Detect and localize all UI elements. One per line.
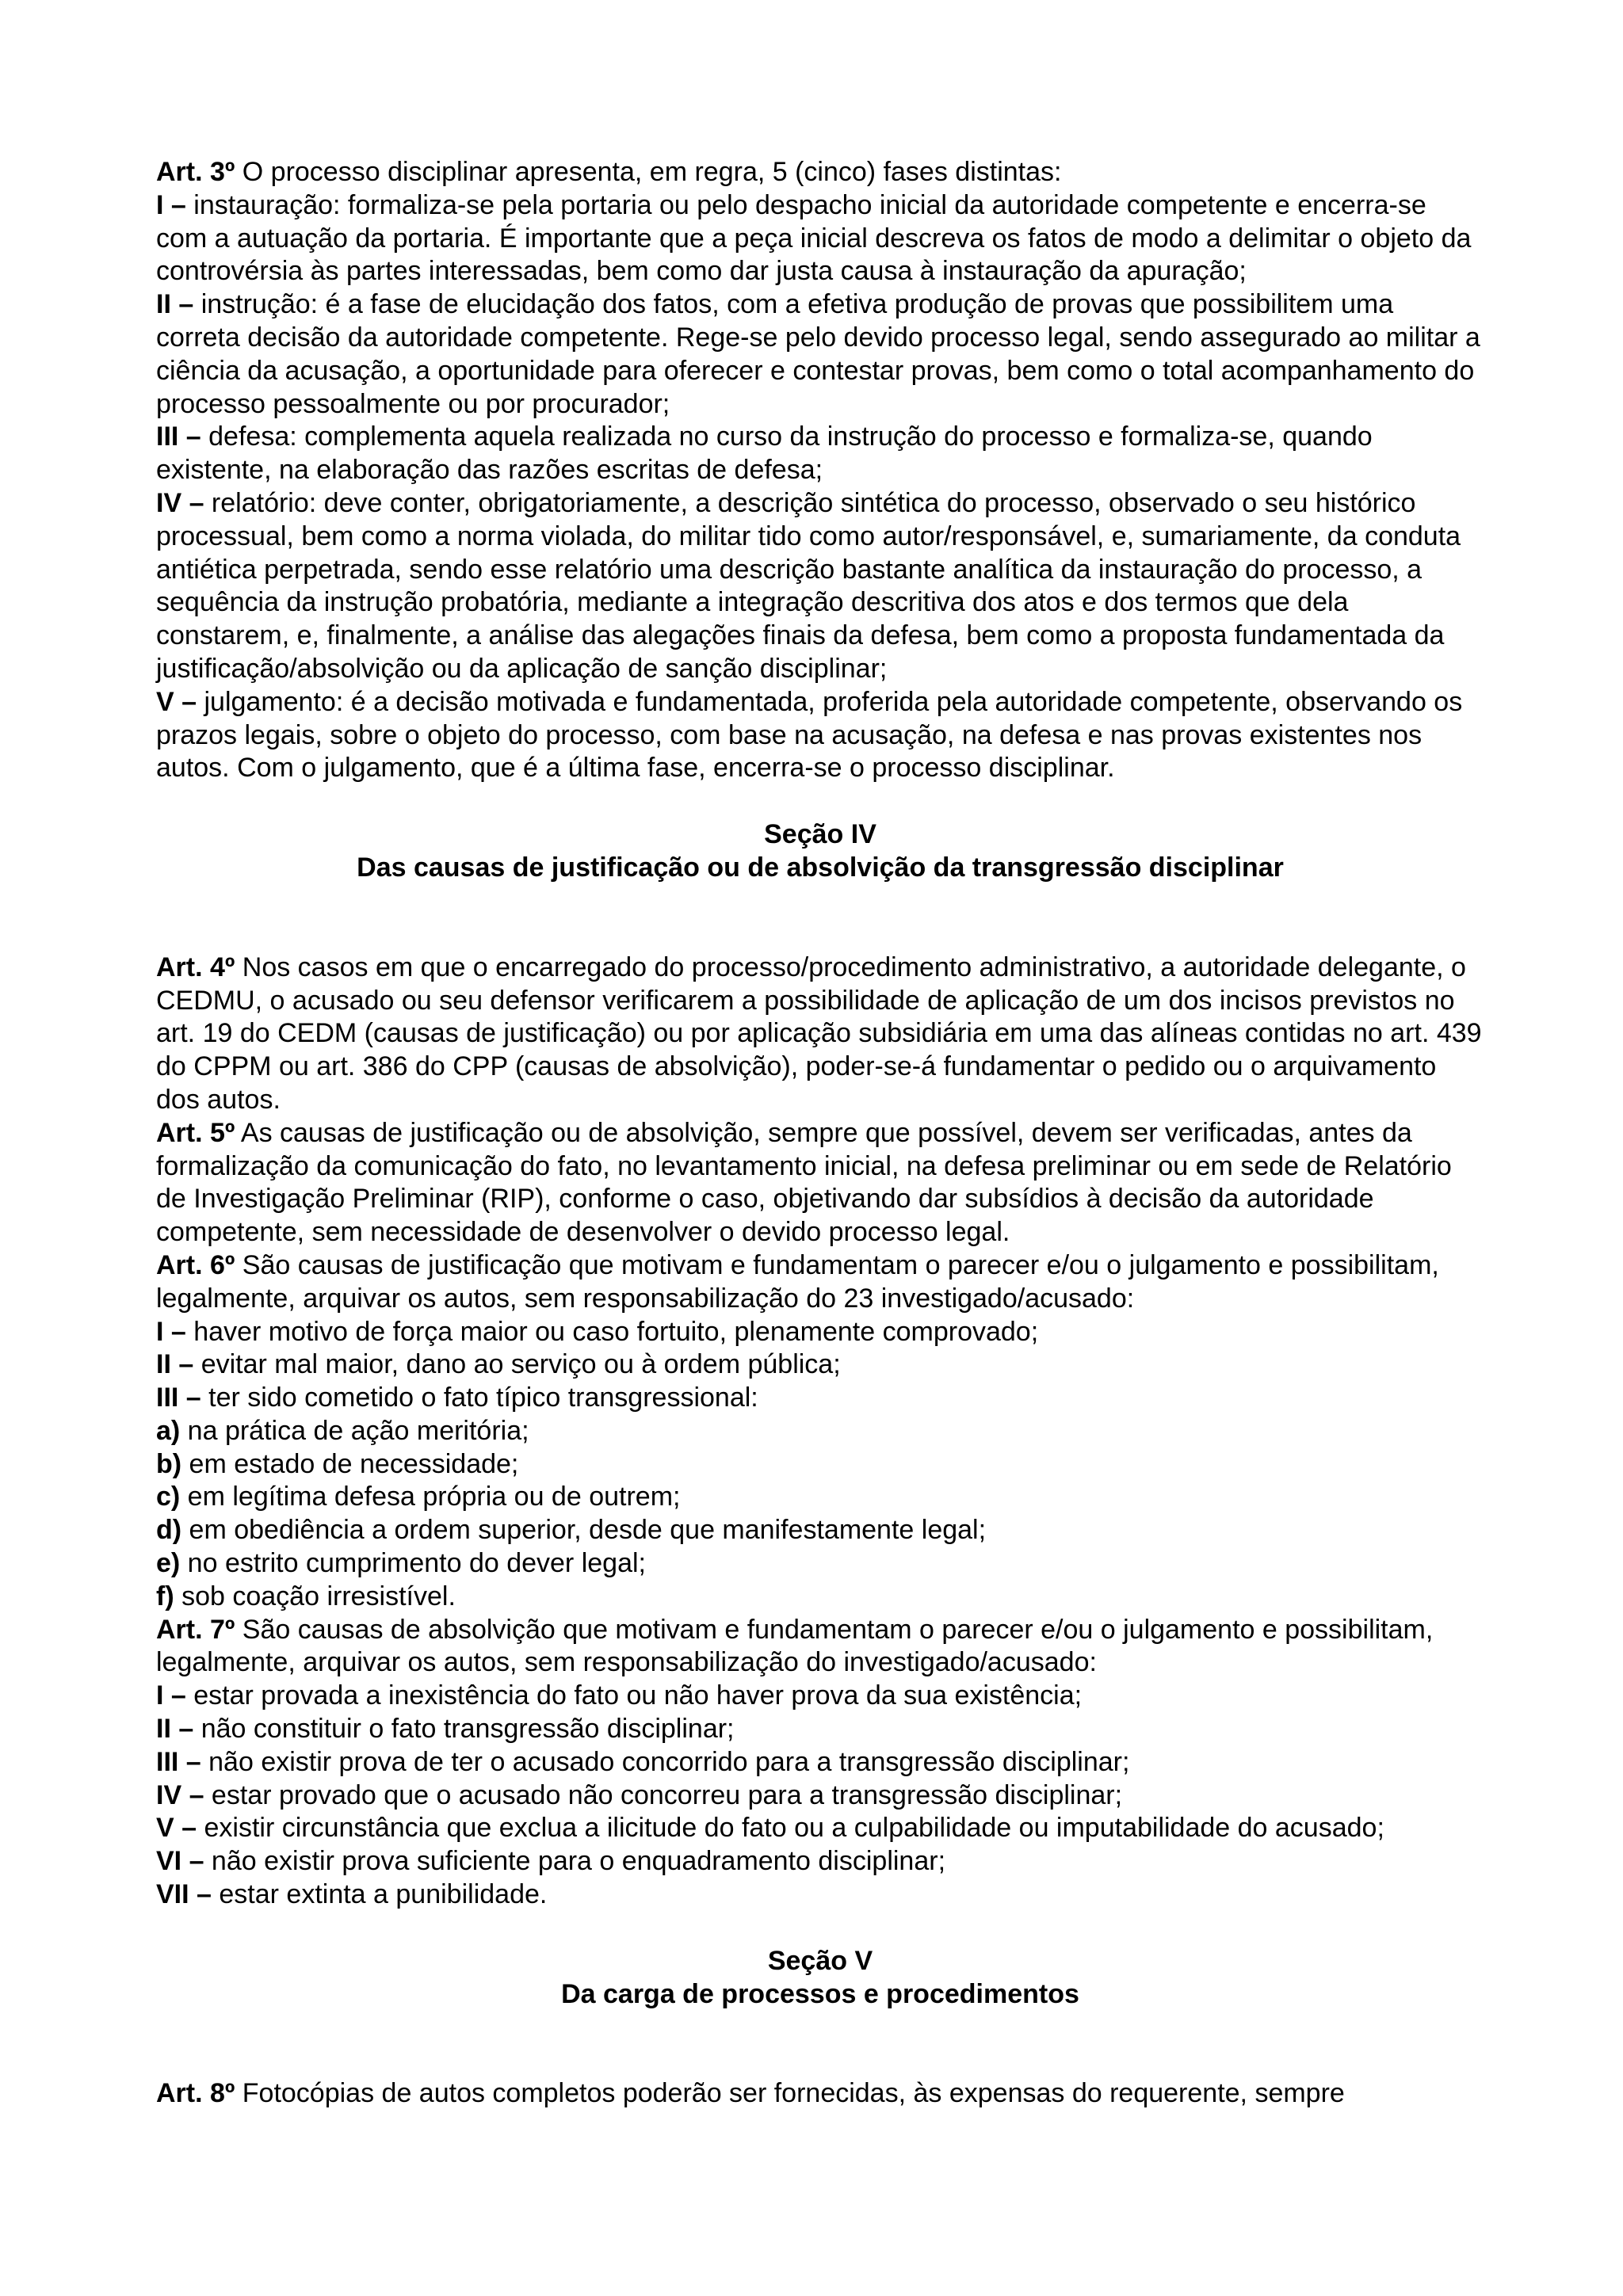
item-text: em estado de necessidade; xyxy=(181,1448,519,1479)
item-text: relatório: deve conter, obrigatoriamente, a descrição sintética do processo, observado o seu histórico processual, bem como a norma violada, do militar tido como autor/responsável, e, sumariamente, da conduta antiética perpetrada, sendo esse relatório uma descrição bastante analítica da instauração do processo, a sequência da instrução probatória, mediante a integração descritiva dos atos e dos termos que dela constarem, e, finalmente, a análise das alegações finais da defesa, bem como a proposta fundamentada da justificação/absolvição ou da aplicação de sanção disciplinar; xyxy=(156,487,1461,684)
article-label: Art. 4º xyxy=(156,952,235,982)
art7-item xyxy=(156,1713,1484,1746)
item-text: não existir prova de ter o acusado concorrido para a transgressão disciplinar; xyxy=(200,1746,1130,1777)
art6-intro xyxy=(156,1249,1484,1316)
item-label: b) xyxy=(156,1448,182,1479)
item-label: e) xyxy=(156,1548,181,1579)
item-text: haver motivo de força maior ou caso fortuito, plenamente comprovado; xyxy=(185,1316,1039,1347)
item-label: II – xyxy=(156,289,194,320)
item-label: a) xyxy=(156,1415,181,1446)
article-label: Art. 5º xyxy=(156,1117,235,1148)
section-4-subtitle: Das causas de justificação ou de absolvição da transgressão disciplinar xyxy=(357,852,1284,883)
item-text: existir circunstância que exclua a ilicitude do fato ou a culpabilidade ou imputabilidade do acusado; xyxy=(197,1813,1384,1844)
item-text: na prática de ação meritória; xyxy=(180,1415,529,1446)
art7-intro xyxy=(156,1614,1484,1680)
item-label: c) xyxy=(156,1482,181,1512)
article-label: Art. 3º xyxy=(156,157,235,187)
item-label: III – xyxy=(156,1746,201,1777)
item-label: f) xyxy=(156,1581,174,1611)
item-text: estar provada a inexistência do fato ou não haver prova da sua existência; xyxy=(185,1680,1083,1711)
art6-item xyxy=(156,1448,1484,1482)
item-label: III – xyxy=(156,421,201,452)
item-label: IV – xyxy=(156,487,204,518)
item-label: II – xyxy=(156,1714,194,1745)
item-text: estar provado que o acusado não concorreu para a transgressão disciplinar; xyxy=(204,1779,1123,1810)
article-text: Nos casos em que o encarregado do processo/procedimento administrativo, a autoridade delegante, o CEDMU, o acusado ou seu defensor verificarem a possibilidade de aplicação de um dos incisos previstos no art. 19 do CEDM (causas de justificação) ou por aplicação subsidiária em uma das alíneas contidas no art. 439 do CPPM ou art. 386 do CPP (causas de absolvição), poder-se-á fundamentar o pedido ou o arquivamento dos autos. xyxy=(156,952,1482,1115)
art6-item xyxy=(156,1382,1484,1415)
art6-item xyxy=(156,1514,1484,1547)
art6-item xyxy=(156,1547,1484,1581)
document-page xyxy=(156,156,1484,2111)
item-text: em obediência a ordem superior, desde que manifestamente legal; xyxy=(181,1515,987,1546)
art3-item-2 xyxy=(156,288,1484,421)
art4 xyxy=(156,952,1484,1117)
art6-item xyxy=(156,1316,1484,1349)
art7-item xyxy=(156,1878,1484,1912)
item-label: VII – xyxy=(156,1879,212,1910)
item-label: IV – xyxy=(156,1779,204,1810)
item-text: estar extinta a punibilidade. xyxy=(211,1879,548,1910)
article-label: Art. 6º xyxy=(156,1249,235,1280)
item-text: não existir prova suficiente para o enquadramento disciplinar; xyxy=(204,1846,946,1877)
art7-item xyxy=(156,1680,1484,1713)
item-label: II – xyxy=(156,1349,194,1380)
item-label: I – xyxy=(156,1680,186,1711)
item-text: sob coação irresistível. xyxy=(174,1581,456,1611)
article-text: As causas de justificação ou de absolvição, sempre que possível, devem ser verificadas, antes da formalização da comunicação do fato, no levantamento inicial, na defesa preliminar ou em sede de Relatório de Investigação Preliminar (RIP), conforme o caso, objetivando dar subsídios à decisão da autoridade competente, sem necessidade de desenvolver o devido processo legal. xyxy=(156,1117,1452,1248)
section-5-subtitle: Da carga de processos e procedimentos xyxy=(561,1978,1079,2009)
art6-item xyxy=(156,1415,1484,1448)
article-label: Art. 8º xyxy=(156,2078,235,2109)
item-text: em legítima defesa própria ou de outrem; xyxy=(180,1482,681,1512)
item-label: d) xyxy=(156,1515,182,1546)
spacer xyxy=(156,1912,1484,1945)
item-text: defesa: complementa aquela realizada no curso da instrução do processo e formaliza-se, quando existente, na elaboração das razões escritas de defesa; xyxy=(156,421,1373,486)
item-text: não constituir o fato transgressão disciplinar; xyxy=(193,1714,735,1745)
art6-item xyxy=(156,1581,1484,1614)
item-text: instauração: formaliza-se pela portaria ou pelo despacho inicial da autoridade competente e encerra-se com a autuação da portaria. É importante que a peça inicial descreva os fatos de modo a delimitar o objeto da controvérsia às partes interessadas, bem como dar justa causa à instauração da apuração; xyxy=(156,189,1472,287)
spacer xyxy=(156,785,1484,818)
art7-item xyxy=(156,1845,1484,1878)
item-label: V – xyxy=(156,686,197,717)
item-text: ter sido cometido o fato típico transgressional: xyxy=(200,1383,758,1413)
art6-item xyxy=(156,1481,1484,1514)
art7-item xyxy=(156,1746,1484,1779)
art3-item-1 xyxy=(156,189,1484,288)
spacer xyxy=(156,885,1484,952)
art7-item xyxy=(156,1779,1484,1813)
item-text: julgamento: é a decisão motivada e fundamentada, proferida pela autoridade competente, observando os prazos legais, sobre o objeto do processo, com base na acusação, na defesa e nas provas existentes nos autos. Com o julgamento, que é a última fase, encerra-se o processo disciplinar. xyxy=(156,686,1463,784)
section-5-title: Seção V xyxy=(767,1945,873,1976)
item-label: VI – xyxy=(156,1846,204,1877)
art3-item-5 xyxy=(156,686,1484,785)
item-label: I – xyxy=(156,1316,186,1347)
item-text: no estrito cumprimento do dever legal; xyxy=(180,1548,646,1579)
art3-item-3 xyxy=(156,421,1484,487)
art6-item xyxy=(156,1348,1484,1382)
item-text: instrução: é a fase de elucidação dos fatos, com a efetiva produção de provas que possibilitem uma correta decisão da autoridade competente. Rege-se pelo devido processo legal, sendo assegurado ao militar a ciência da acusação, a oportunidade para oferecer e contestar provas, bem como o total acompanhamento do processo pessoalmente ou por procurador; xyxy=(156,289,1480,419)
art7-item xyxy=(156,1812,1484,1845)
art3-intro xyxy=(156,156,1484,189)
art5 xyxy=(156,1117,1484,1249)
article-text: São causas de justificação que motivam e fundamentam o parecer e/ou o julgamento e possibilitam, legalmente, arquivar os autos, sem responsabilização do 23 investigado/acusado: xyxy=(156,1249,1439,1314)
article-text: O processo disciplinar apresenta, em regra, 5 (cinco) fases distintas: xyxy=(235,157,1062,187)
section-4-title: Seção IV xyxy=(764,819,876,850)
item-text: evitar mal maior, dano ao serviço ou à ordem pública; xyxy=(193,1349,841,1380)
item-label: III – xyxy=(156,1383,201,1413)
item-label: I – xyxy=(156,189,186,220)
art8 xyxy=(156,2077,1484,2111)
item-label: V – xyxy=(156,1813,197,1844)
article-text: São causas de absolvição que motivam e fundamentam o parecer e/ou o julgamento e possibilitam, legalmente, arquivar os autos, sem responsabilização do investigado/acusado: xyxy=(156,1614,1434,1678)
article-label: Art. 7º xyxy=(156,1614,235,1645)
article-text: Fotocópias de autos completos poderão ser fornecidas, às expensas do requerente, sempre xyxy=(235,2078,1345,2109)
spacer xyxy=(156,2011,1484,2077)
art3-item-4 xyxy=(156,487,1484,686)
